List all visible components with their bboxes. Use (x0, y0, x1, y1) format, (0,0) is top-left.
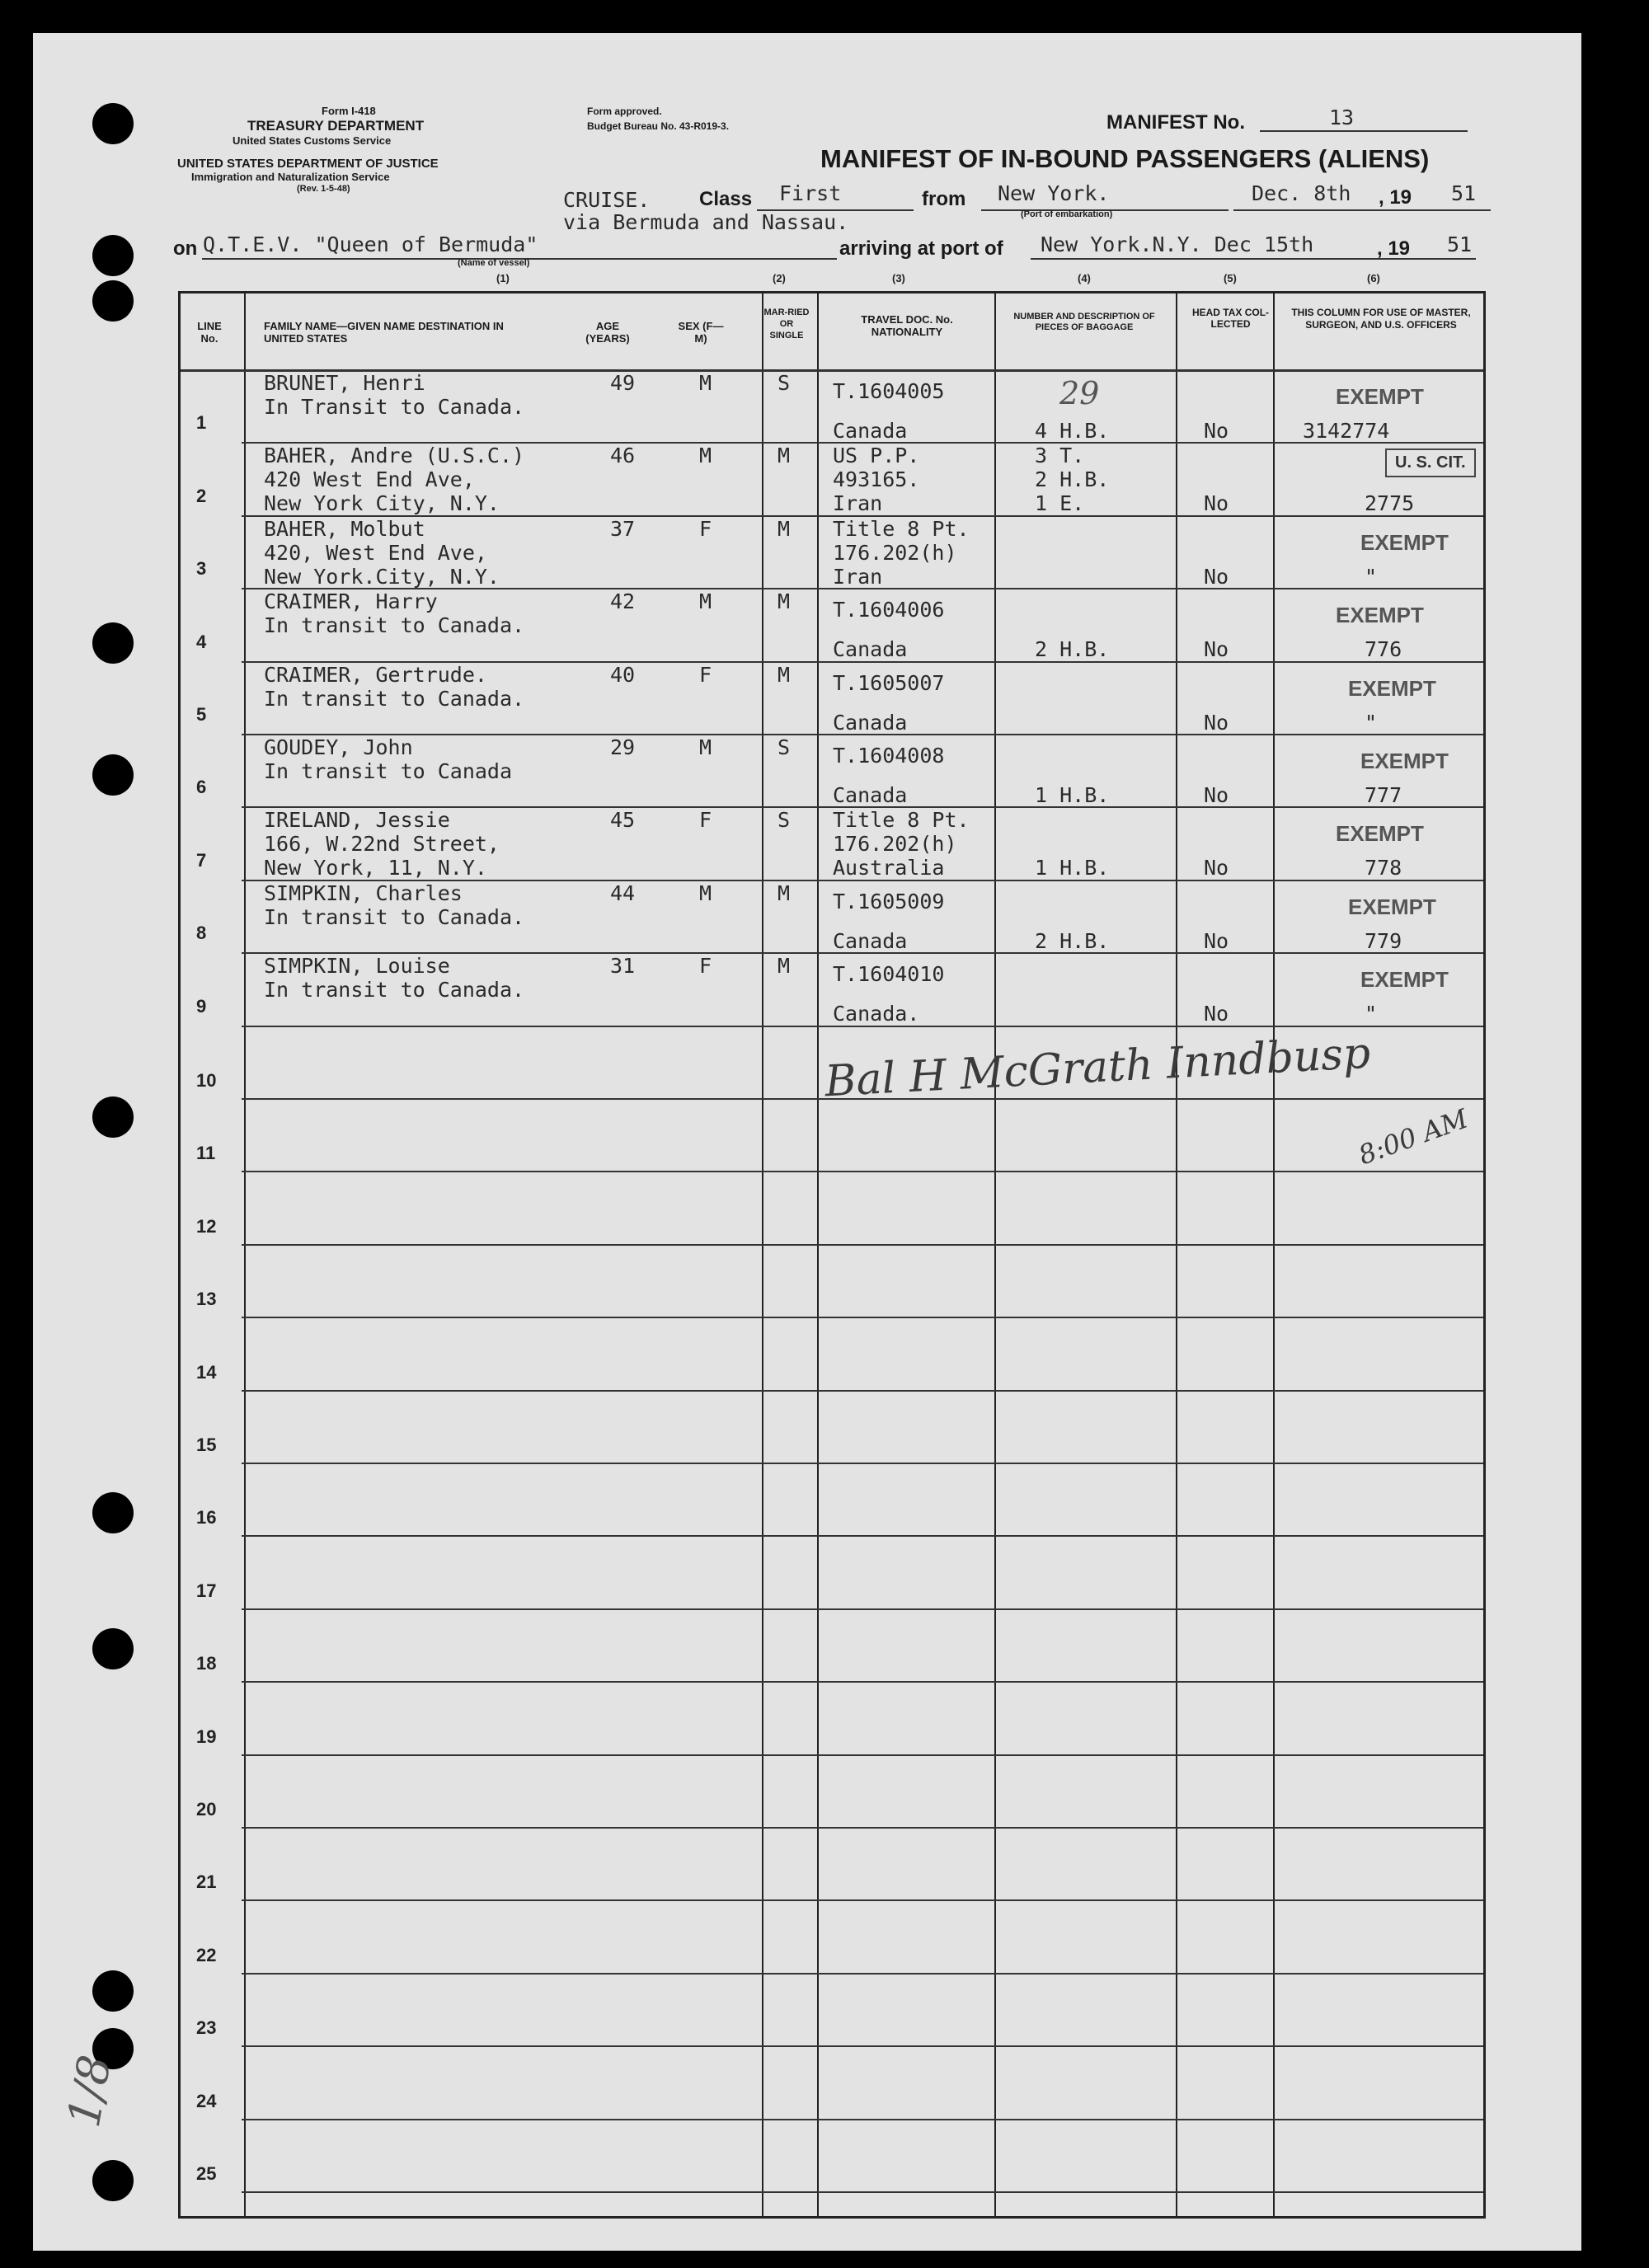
passenger-name-line: In transit to Canada. (264, 905, 525, 929)
travel-document-line: Title 8 Pt. (833, 808, 970, 832)
head-tax-collected: No (1204, 783, 1229, 807)
travel-document-no: T.1604005 (833, 379, 945, 403)
route-via: via Bermuda and Nassau. (563, 210, 849, 234)
passenger-name-line: BRUNET, Henri (264, 371, 425, 395)
exempt-stamp: EXEMPT (1348, 676, 1436, 701)
row-divider (242, 1827, 1483, 1829)
row-divider (242, 2191, 1483, 2193)
head-tax-collected: No (1204, 711, 1229, 735)
passenger-sex: F (699, 954, 712, 978)
column-divider (1273, 293, 1275, 2216)
passenger-name-line: BAHER, Andre (U.S.C.) (264, 444, 525, 467)
officer-number: 3142774 (1303, 419, 1390, 443)
passenger-name-line: In transit to Canada (264, 759, 513, 783)
binder-hole (92, 103, 134, 144)
column-divider (1176, 293, 1177, 2216)
baggage-description: 2 H.B. (1035, 637, 1110, 661)
passenger-marital-status: S (778, 735, 791, 759)
officer-number: " (1365, 1002, 1378, 1026)
passenger-age: 31 (610, 954, 636, 978)
baggage-description: 2 H.B. (1035, 467, 1110, 491)
baggage-description: 2 H.B. (1035, 929, 1110, 953)
column-divider (244, 293, 246, 2216)
head-tax-collected: No (1204, 419, 1229, 443)
passenger-sex: M (699, 589, 712, 613)
arrival-year: 51 (1447, 232, 1473, 256)
passenger-age: 40 (610, 663, 636, 687)
arriving-label: arriving at port of (839, 237, 1003, 260)
head-tax-collected: No (1204, 637, 1229, 661)
header-age: AGE (YEARS) (585, 320, 630, 345)
exempt-stamp: EXEMPT (1360, 967, 1449, 992)
exempt-stamp: EXEMPT (1336, 603, 1424, 627)
ins-service: Immigration and Naturalization Service (191, 171, 390, 183)
binder-hole (92, 2160, 134, 2201)
travel-document-line: 176.202(h) (833, 832, 957, 856)
passenger-name-line: GOUDEY, John (264, 735, 413, 759)
passenger-sex: M (699, 371, 712, 395)
nationality: Canada. (833, 1002, 920, 1026)
passenger-name-line: BAHER, Molbut (264, 517, 425, 541)
line-number: 18 (196, 1653, 217, 1674)
row-divider (242, 2119, 1483, 2120)
vessel-caption: (Name of vessel) (458, 258, 530, 268)
passenger-age: 46 (610, 444, 636, 467)
passenger-age: 37 (610, 517, 636, 541)
binder-hole (92, 1970, 134, 2012)
header-officers: THIS COLUMN FOR USE OF MASTER, SURGEON, AND U.S. OFFICERS (1291, 307, 1471, 331)
line-number: 15 (196, 1435, 217, 1455)
row-divider (242, 1317, 1483, 1318)
binder-hole (92, 1492, 134, 1533)
line-number: 25 (196, 2163, 217, 2184)
column-divider (762, 293, 763, 2216)
port-embarkation-caption: (Port of embarkation) (1021, 209, 1113, 219)
line-number: 13 (196, 1289, 217, 1309)
arrival-year-prefix: , 19 (1377, 237, 1411, 260)
row-divider (242, 1681, 1483, 1683)
manifest-title: MANIFEST OF IN-BOUND PASSENGERS (ALIENS) (820, 144, 1430, 173)
line-number: 3 (196, 558, 207, 579)
passenger-name-line: 420, West End Ave, (264, 541, 487, 565)
line-number: 5 (196, 704, 207, 725)
passenger-age: 49 (610, 371, 636, 395)
officer-number: 779 (1365, 929, 1402, 953)
column-number: (6) (1367, 272, 1380, 284)
line-number: 2 (196, 486, 207, 506)
column-number: (1) (496, 272, 510, 284)
officer-number: " (1365, 565, 1378, 589)
treasury-department: TREASURY DEPARTMENT (247, 118, 425, 134)
header-head-tax: HEAD TAX COL-LECTED (1191, 307, 1270, 330)
passenger-marital-status: M (778, 589, 791, 613)
on-label: on (173, 237, 198, 260)
manifest-no-label: MANIFEST No. (1106, 111, 1245, 134)
exempt-stamp: EXEMPT (1336, 384, 1424, 409)
line-number: 19 (196, 1726, 217, 1747)
line-number: 4 (196, 632, 207, 652)
officer-number: 777 (1365, 783, 1402, 807)
travel-document-line: Iran (833, 491, 883, 515)
official-signature: Bal H McGrath Inndbusp (823, 1028, 1372, 1107)
travel-document-no: T.1604006 (833, 598, 945, 622)
exempt-stamp: EXEMPT (1348, 895, 1436, 919)
column-number: (4) (1078, 272, 1091, 284)
passenger-name-line: New York.City, N.Y. (264, 565, 500, 589)
officer-number: 2775 (1365, 491, 1415, 515)
nationality: Canada (833, 711, 908, 735)
binder-hole (92, 1096, 134, 1138)
us-citizen-stamp: U. S. CIT. (1385, 448, 1476, 477)
travel-document-line: US P.P. (833, 444, 920, 467)
line-number: 7 (196, 850, 207, 871)
travel-document-no: T.1605009 (833, 890, 945, 913)
baggage-description: 1 E. (1035, 491, 1085, 515)
passenger-name-line: 166, W.22nd Street, (264, 832, 500, 856)
passenger-name-line: 420 West End Ave, (264, 467, 475, 491)
row-divider (242, 2045, 1483, 2047)
travel-document-no: T.1604008 (833, 744, 945, 768)
row-divider (242, 1390, 1483, 1392)
travel-document-no: T.1605007 (833, 671, 945, 695)
row-divider (242, 1608, 1483, 1610)
passenger-marital-status: M (778, 517, 791, 541)
passenger-marital-status: S (778, 808, 791, 832)
year-prefix: , 19 (1379, 186, 1412, 209)
passenger-name-line: New York City, N.Y. (264, 491, 500, 515)
column-number: (2) (773, 272, 786, 284)
header-sex: SEX (F—M) (678, 320, 724, 345)
line-number: 22 (196, 1945, 217, 1965)
line-number: 8 (196, 923, 207, 943)
passenger-marital-status: M (778, 881, 791, 905)
line-number: 23 (196, 2017, 217, 2038)
class-label: Class (699, 188, 753, 210)
passenger-sex: F (699, 517, 712, 541)
passenger-name-line: In transit to Canada. (264, 978, 525, 1002)
row-divider (242, 1535, 1483, 1537)
baggage-description: 1 H.B. (1035, 783, 1110, 807)
passenger-age: 44 (610, 881, 636, 905)
line-number: 17 (196, 1580, 217, 1601)
passenger-name-line: SIMPKIN, Charles (264, 881, 463, 905)
column-divider (817, 293, 819, 2216)
customs-service: United States Customs Service (233, 134, 392, 147)
binder-hole (92, 235, 134, 276)
head-tax-collected: No (1204, 1002, 1229, 1026)
baggage-description: 1 H.B. (1035, 856, 1110, 880)
row-divider (242, 1244, 1483, 1246)
departure-date: Dec. 8th (1252, 181, 1351, 205)
travel-document-line: Australia (833, 856, 945, 880)
line-number: 9 (196, 996, 207, 1017)
head-tax-collected: No (1204, 856, 1229, 880)
form-number: Form I-418 (322, 105, 376, 117)
line-number: 20 (196, 1799, 217, 1820)
header-name: FAMILY NAME—GIVEN NAME DESTINATION IN UNITED STATES (264, 320, 504, 345)
passenger-name-line: In transit to Canada. (264, 613, 525, 637)
department-of-justice: UNITED STATES DEPARTMENT OF JUSTICE (177, 157, 439, 171)
vessel-name: Q.T.E.V. "Queen of Bermuda" (203, 232, 538, 256)
travel-document-no: T.1604010 (833, 962, 945, 986)
travel-document-line: 493165. (833, 467, 920, 491)
line-number: 11 (196, 1143, 216, 1163)
manifest-no-value: 13 (1329, 106, 1355, 129)
revision-date: (Rev. 1-5-48) (297, 184, 350, 194)
passenger-name-line: In transit to Canada. (264, 687, 525, 711)
passenger-name-line: In Transit to Canada. (264, 395, 525, 419)
header-baggage: NUMBER AND DESCRIPTION OF PIECES OF BAGGAGE (1013, 312, 1155, 332)
exempt-stamp: EXEMPT (1336, 821, 1424, 846)
manifest-no-underline (1260, 130, 1468, 132)
row-divider (242, 1973, 1483, 1975)
nationality: Canada (833, 929, 908, 953)
cruise-label: CRUISE. (563, 188, 651, 212)
head-tax-collected: No (1204, 929, 1229, 953)
nationality: Canada (833, 783, 908, 807)
travel-document-line: 176.202(h) (833, 541, 957, 565)
line-number: 14 (196, 1362, 217, 1383)
passenger-marital-status: S (778, 371, 791, 395)
passenger-sex: F (699, 663, 712, 687)
passenger-age: 29 (610, 735, 636, 759)
line-number: 6 (196, 777, 207, 797)
arrival-port: New York.N.Y. Dec 15th (1041, 232, 1314, 256)
binder-hole (92, 280, 134, 322)
passenger-marital-status: M (778, 954, 791, 978)
passenger-name-line: New York, 11, N.Y. (264, 856, 487, 880)
row-divider (242, 1899, 1483, 1901)
line-number: 1 (196, 412, 207, 433)
passenger-name-line: CRAIMER, Gertrude. (264, 663, 487, 687)
travel-document-line: Title 8 Pt. (833, 517, 970, 541)
officer-number: 776 (1365, 637, 1402, 661)
margin-note: 1/8 (57, 2051, 122, 2131)
binder-hole (92, 622, 134, 664)
exempt-stamp: EXEMPT (1360, 749, 1449, 773)
passenger-age: 45 (610, 808, 636, 832)
date-underline (1233, 209, 1491, 211)
line-number: 21 (196, 1871, 217, 1892)
passenger-sex: M (699, 444, 712, 467)
from-label: from (922, 188, 966, 210)
baggage-description: 4 H.B. (1035, 419, 1110, 443)
passenger-age: 42 (610, 589, 636, 613)
from-value: New York. (998, 181, 1110, 205)
budget-bureau: Budget Bureau No. 43-R019-3. (587, 120, 730, 132)
exempt-stamp: EXEMPT (1360, 530, 1449, 555)
row-divider (242, 1463, 1483, 1464)
passenger-name-line: SIMPKIN, Louise (264, 954, 450, 978)
header-line-no: LINE No. (197, 320, 222, 345)
form-approved: Form approved. (587, 106, 662, 117)
line-number: 12 (196, 1216, 217, 1237)
binder-hole (92, 754, 134, 796)
class-value: First (779, 181, 842, 205)
nationality: Canada (833, 637, 908, 661)
line-number: 10 (196, 1070, 217, 1091)
baggage-total-handwritten: 29 (1059, 375, 1100, 411)
head-tax-collected: No (1204, 491, 1229, 515)
column-number: (3) (892, 272, 905, 284)
header-married: MAR-RIED OR SINGLE (763, 308, 810, 340)
passenger-name-line: IRELAND, Jessie (264, 808, 450, 832)
column-divider (994, 293, 996, 2216)
passenger-sex: F (699, 808, 712, 832)
officer-number: 778 (1365, 856, 1402, 880)
officer-number: " (1365, 711, 1378, 735)
line-number: 16 (196, 1507, 217, 1528)
header-travel-doc: TRAVEL DOC. No. NATIONALITY (861, 313, 953, 338)
baggage-description: 3 T. (1035, 444, 1085, 467)
passenger-name-line: CRAIMER, Harry (264, 589, 438, 613)
row-divider (242, 1754, 1483, 1756)
departure-year: 51 (1451, 181, 1477, 205)
passenger-marital-status: M (778, 663, 791, 687)
row-divider (242, 1171, 1483, 1172)
binder-hole (92, 1628, 134, 1669)
nationality: Canada (833, 419, 908, 443)
time-annotation: 8:00 AM (1354, 1102, 1473, 1172)
head-tax-collected: No (1204, 565, 1229, 589)
travel-document-line: Iran (833, 565, 883, 589)
passenger-sex: M (699, 881, 712, 905)
passenger-marital-status: M (778, 444, 791, 467)
line-number: 24 (196, 2091, 217, 2111)
passenger-sex: M (699, 735, 712, 759)
column-number: (5) (1224, 272, 1237, 284)
